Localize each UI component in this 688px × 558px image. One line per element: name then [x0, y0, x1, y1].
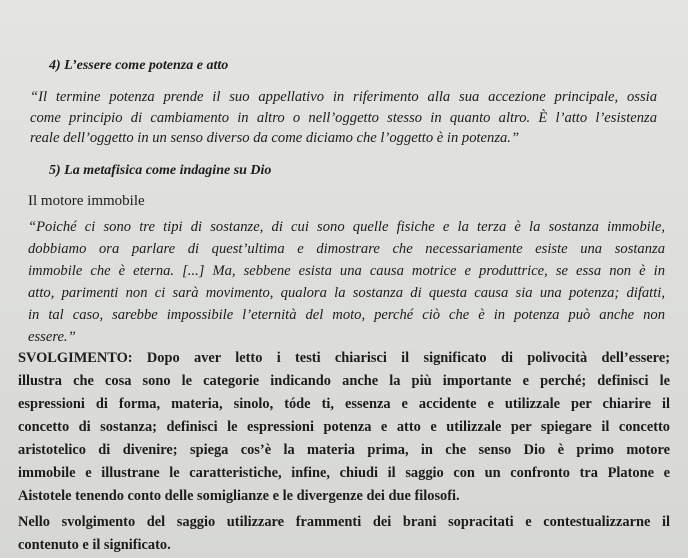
- section-5-quote-line: in tal caso, sarebbe impossibile l’eternità del moto, perché ciò che è in potenza può anche non: [28, 307, 665, 323]
- section-5-subheading: Il motore immobile: [28, 193, 145, 209]
- section-4-quote-line: “Il termine potenza prende il suo appellativo in riferimento alla sua accezione principale, ossia: [30, 89, 657, 105]
- note-line: contenuto e il significato.: [18, 537, 171, 553]
- svolgimento-line: espressioni di forma, materia, sinolo, tóde ti, essenza e accidente e utilizzale per chiarire il: [18, 396, 670, 412]
- svolgimento-line: SVOLGIMENTO: Dopo aver letto i testi chiarisci il significato di polivocità dell’essere;: [18, 350, 670, 366]
- svolgimento-line: immobile e illustrane le caratteristiche, infine, chiudi il saggio con un confronto tra Platone e: [18, 465, 670, 481]
- section-5-quote-line: essere.”: [28, 329, 76, 345]
- section-5-heading: 5) La metafisica come indagine su Dio: [49, 163, 272, 178]
- note-line: Nello svolgimento del saggio utilizzare frammenti dei brani sopracitati e contestualizzarne il: [18, 514, 670, 530]
- section-4-quote-line: reale dell’oggetto in un senso diverso da come diciamo che l’oggetto è in potenza.”: [30, 130, 520, 146]
- section-4-heading: 4) L’essere come potenza e atto: [49, 58, 229, 73]
- svolgimento-line: concetto di sostanza; definisci le espressioni potenza e atto e utilizzale per spiegare il concetto: [18, 419, 670, 435]
- section-5-quote-line: dobbiamo ora parlare di quest’ultima e dimostrare che necessariamente esiste una sostanza: [28, 241, 665, 257]
- svolgimento-line: aristotelico di divenire; spiega cos’è la materia prima, in che senso Dio è primo motore: [18, 442, 670, 458]
- section-5-quote-line: atto, parimenti non ci sarà movimento, qualora la sostanza di questa causa sia una potenza; difatti,: [28, 285, 665, 301]
- section-5-quote-line: “Poiché ci sono tre tipi di sostanze, di cui sono quelle fisiche e la terza è la sostanza immobile,: [28, 219, 665, 235]
- svolgimento-line: Aistotele tenendo conto delle somiglianze e le divergenze dei due filosofi.: [18, 488, 460, 504]
- section-5-quote-line: immobile che è eterna. [...] Ma, sebbene esista una causa motrice e produttrice, se essa non è in: [28, 263, 665, 279]
- section-4-quote-line: come principio di cambiamento in altro o nell’oggetto stesso in quanto altro. È l’atto l’esistenza: [30, 110, 657, 126]
- svolgimento-line: illustra che cosa sono le categorie indicando anche la più importante e perché; definisci le: [18, 373, 670, 389]
